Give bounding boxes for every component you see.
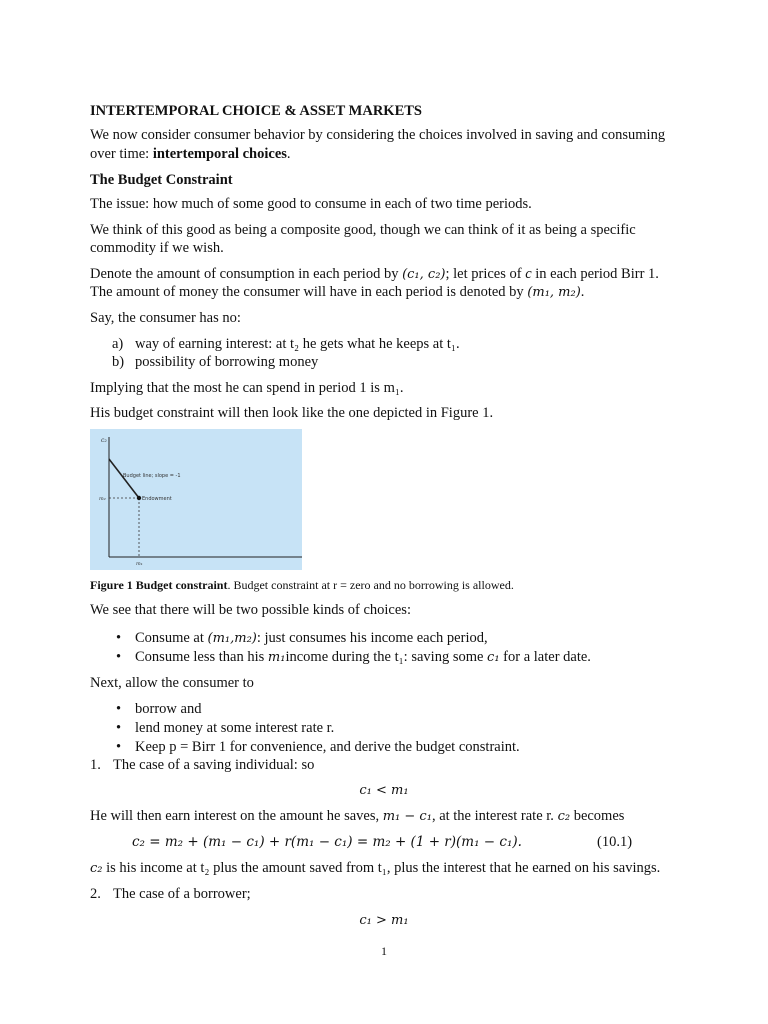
bullet-icon: • [116, 701, 122, 717]
endowment-point [137, 496, 141, 500]
list-marker-a: a) [112, 336, 124, 352]
case-2-text: The case of a borrower; [113, 886, 251, 902]
bullet-icon: • [116, 649, 122, 665]
c2-explanation: c₂ is his income at t₂ plus the amount saved from t₁, plus the interest that he earned on his savings. [90, 860, 661, 876]
endowment-label: Endowment [142, 496, 172, 502]
next-paragraph: Next, allow the consumer to [90, 675, 254, 691]
y-tick-label: m₂ [99, 496, 106, 502]
list-item-a: way of earning interest: at t₂ he gets what he keeps at t₁. [135, 336, 460, 352]
equation-saver: c₁ < m₁ [359, 783, 409, 798]
allow-item-1: borrow and [135, 701, 202, 717]
earn-paragraph: He will then earn interest on the amount he saves, m₁ − c₁, at the interest rate r. c₂ becomes [90, 808, 625, 824]
composite-line-2: commodity if we wish. [90, 240, 224, 256]
choice-item-2: Consume less than his m₁income during the t₁: saving some c₁ for a later date. [135, 649, 591, 665]
intro-line-2: over time: intertemporal choices. [90, 146, 291, 162]
list-item-b: possibility of borrowing money [135, 354, 319, 370]
choices-intro: We see that there will be two possible kinds of choices: [90, 602, 411, 618]
equation-number: (10.1) [597, 834, 633, 850]
his-budget-paragraph: His budget constraint will then look like the one depicted in Figure 1. [90, 405, 494, 421]
bullet-icon: • [116, 630, 122, 646]
equation-borrower: c₁ > m₁ [359, 913, 409, 928]
say-paragraph: Say, the consumer has no: [90, 310, 241, 326]
section-heading-budget-constraint: The Budget Constraint [90, 172, 233, 188]
implying-paragraph: Implying that the most he can spend in period 1 is m₁. [90, 380, 404, 396]
allow-item-3: Keep p = Birr 1 for convenience, and derive the budget constraint. [135, 739, 520, 755]
issue-paragraph: The issue: how much of some good to consume in each of two time periods. [90, 196, 532, 212]
allow-item-2: lend money at some interest rate r. [135, 720, 335, 736]
page-heading: INTERTEMPORAL CHOICE & ASSET MARKETS [90, 103, 422, 119]
figure-1-budget-constraint [90, 429, 302, 570]
bullet-icon: • [116, 720, 122, 736]
intro-line-1: We now consider consumer behavior by considering the choices involved in saving and consuming [90, 127, 666, 143]
equation-10-1: c₂ = m₂ + (m₁ − c₁) + r(m₁ − c₁) = m₂ + (1 + r)(m₁ − c₁). [132, 834, 522, 850]
y-axis-label: c₂ [101, 437, 107, 444]
case-2-number: 2. [90, 886, 101, 902]
budget-line-label: Budget line; slope = -1 [123, 473, 181, 479]
list-marker-b: b) [112, 354, 125, 370]
denote-line-1: Denote the amount of consumption in each period by (c₁, c₂); let prices of c in each period Birr 1. [90, 266, 659, 282]
choice-item-1: Consume at (m₁,m₂): just consumes his income each period, [135, 630, 488, 646]
case-1-number: 1. [90, 757, 101, 773]
figure-1-plot [90, 429, 302, 570]
case-1-text: The case of a saving individual: so [113, 757, 315, 773]
bullet-icon: • [116, 739, 122, 755]
figure-1-caption: Figure 1 Budget constraint. Budget constraint at r = zero and no borrowing is allowed. [90, 578, 514, 592]
page-number: 1 [381, 944, 387, 958]
composite-line-1: We think of this good as being a composite good, though we can think of it as being a specific [90, 222, 636, 238]
x-axis-label: m₁ [136, 561, 143, 567]
denote-line-2: The amount of money the consumer will have in each period is denoted by (m₁, m₂). [90, 284, 585, 300]
